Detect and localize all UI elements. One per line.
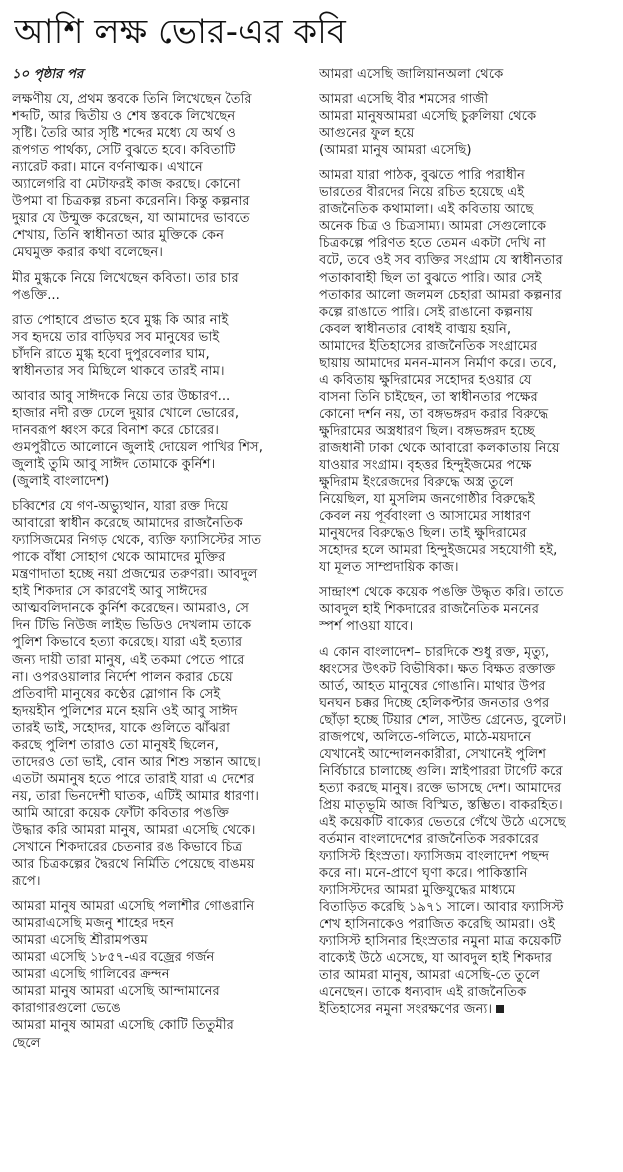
text-line: সেখানে শিকদারের চেতনার রঙ কিভাবে চিত্র [12, 840, 243, 856]
text-line: হৃদয়হীন পুলিশের মনে হয়নি ওই আবু সাঈদ [12, 703, 238, 719]
text-line: গুমপুরীতে আলোনে জুলাই দোয়েল পাখির শিস, [12, 439, 263, 455]
left-column [12, 66, 312, 1166]
text-line: আর্ত, আহত মানুষের গোঙানি। মাথার উপর [319, 678, 546, 694]
text-line: আবার আবু সাঈদকে নিয়ে তার উচ্চারণ... [12, 388, 231, 404]
text-line: ফ্যাসিস্ট হাসিনার হিংস্রতার নমুনা মাত্র কয়েকটি [319, 934, 562, 950]
text-line: যেখানেই আন্দোলনকারীরা, সেখানেই পুলিশ [319, 746, 547, 762]
verse-line: আগুনের ফুল হয়ে [319, 126, 415, 142]
text-line: সান্দ্রাংশ থেকে কয়েক পঙক্তি উদ্ধৃত করি। তাতে [319, 585, 564, 601]
text-line: পাকে বাঁধা সোহাগ থেকে আমাদের মুক্তির [12, 550, 226, 566]
text-line: পুলিশ কিভাবে হত্যা করেছে। যারা এই হত্যার [12, 635, 243, 651]
text-line: নয়, তারা ভিনদেশী ঘাতক, এটিই আমার ধারণা। [12, 788, 259, 804]
text-line: নিয়েছিল, যা মুসলিম জনগোষ্ঠীর বিরুদ্ধেই [319, 492, 535, 508]
text-line: উদ্ধার করি আমরা মানুষ, আমরা এসেছি থেকে। [12, 822, 256, 838]
text-line: শেখায়, তিনি স্বাধীনতা আর মুক্তিকে কেন [12, 228, 224, 244]
headline: আশি লক্ষ ভোর-এর কবি [14, 12, 346, 52]
text-line: অনেক চিত্র ও চিত্রসাম্য। আমরা সেগুলোকে [319, 219, 547, 235]
text-line: আর চিত্রকল্পের দ্বৈরথে নির্মিতি পেয়েছে বাঙময় [12, 857, 255, 873]
continuation-label: ১০ পৃষ্ঠার পর [12, 67, 84, 82]
text-line: বাক্যেই উঠে এসেছে, যা আবদুল হাই শিকদার [319, 951, 552, 967]
text-line: আত্মবলিদানকে কুর্নিশ করেছেন। আমরাও, সে [12, 601, 250, 617]
text-line: ছায়ায় আমাদের মনন-মানস নির্মাণ করে। তবে, [319, 355, 557, 371]
text-line: চিত্রকল্পে পরিণত হতে তেমন একটা দেখি না [319, 236, 546, 252]
verse-line: আমরা মানুষ আমরা এসেছি আন্দামানের [12, 984, 220, 1000]
text-line: চব্বিশের যে গণ-অভ্যুত্থান, যারা রক্ত দিয়ে [12, 499, 229, 515]
end-of-article-mark [496, 1005, 504, 1013]
text-line: বাসনা তিনি চাইছেন, তা স্বাধীনতার পক্ষের [319, 389, 538, 405]
verse-line: আমরাএসেছি মজনু শাহের দহন [12, 916, 174, 932]
text-line: তারই ভাই, সহোদর, যাকে গুলিতে ঝাঁঝরা [12, 720, 230, 736]
verse-line: (আমরা মানুষ আমরা এসেছি) [319, 143, 472, 159]
text-line: এ কবিতায় ক্ষুদিরামের সহোদর হওয়ার যে [319, 372, 532, 388]
text-line: রাজপথে, অলিতে-গলিতে, মাঠে-ময়দানে [319, 729, 532, 745]
text-line: সহোদর হলে আমরা হিন্দুইজমের সহযোগী হই, [319, 543, 558, 559]
verse-line: চাঁদনি রাতে মুগ্ধ হবো দুপুরবেলার ঘাম, [12, 346, 210, 362]
right-column [319, 66, 619, 1166]
text-line: (জুলাই বাংলাদেশ) [12, 474, 110, 490]
paragraph [12, 388, 312, 490]
text-line: আমি আরো কয়েক ফোঁটা কবিতার পঙক্তি [12, 805, 230, 821]
paragraph [319, 167, 619, 576]
text-line: তাদেরও তো ভাই, বোন আর শিশু সন্তান আছে। [12, 754, 261, 770]
text-line: আবদুল হাই শিকদারের রাজনৈতিক মননের [319, 602, 540, 618]
text-line: দিন টিভি নিউজ লাইভ ভিডিও দেখলাম তাকে [12, 618, 252, 634]
text-line: উপমা বা চিত্রকল্প রচনা করেননি। কিন্তু কল্পনার [12, 194, 250, 210]
text-line: মন্ত্রণাদাতা হচ্ছে নয়া প্রজন্মের তরুণরা। আবদুল [12, 567, 258, 583]
text-line: আমরা যারা পাঠক, বুঝতে পারি পরাধীন [319, 168, 525, 184]
text-line: পতাকাবাহী ছিল তা বুঝতে পারি। আর সেই [319, 270, 542, 286]
paragraph-gap [12, 83, 312, 91]
text-line: মেঘমুক্ত করার কথা বলেছেন। [12, 245, 164, 261]
text-line: কোনো দর্শন নয়, তা বঙ্গভঙ্গরদ করার বিরুদ্ধে [319, 406, 549, 422]
text-line: না। ওপরওয়ালার নির্দেশ পালন করার চেয়ে [12, 669, 233, 685]
paragraph-gap [12, 490, 312, 498]
text-line: রাজধানী ঢাকা থেকে আবারো কলকাতায় নিয়ে [319, 440, 560, 456]
paragraph-gap [319, 636, 619, 644]
text-line: ভারতের বীরদের নিয়ে রচিত হয়েছে এই [319, 185, 525, 201]
paragraph [12, 270, 312, 304]
text-line: শব্দটি, আর দ্বিতীয় ও শেষ স্তবকে লিখেছেন [12, 109, 236, 125]
verse-line: ছেলে [12, 1035, 41, 1051]
text-line: সৃষ্টি। তৈরি আর সৃষ্টি শব্দের মধ্যে যে অর্থ ও [12, 126, 236, 142]
paragraph [319, 644, 619, 1019]
paragraph-gap [319, 83, 619, 91]
text-line: পঙক্তি... [12, 287, 60, 303]
verse-line: আমরা এসেছি গালিবের ক্রন্দন [12, 967, 170, 983]
verse-block [12, 312, 312, 380]
text-line: কেবল নয় পূর্ববাংলা ও আসামের সাধারণ [319, 509, 531, 525]
text-line: কেবল স্বাধীনতার বোধই বাঙ্ময় হয়নি, [319, 321, 512, 337]
text-line: এতটা অমানুষ হতে পারে তারাই যারা এ দেশের [12, 771, 255, 787]
text-line: রূপে। [12, 874, 41, 890]
paragraph-gap [12, 380, 312, 388]
text-line: পতাকার আলো জলমল চেহারা আমরা কল্পনার [319, 287, 562, 303]
text-line: মীর মুগ্ধকে নিয়ে লিখেছেন কবিতা। তার চার [12, 270, 239, 286]
paragraph-gap [12, 304, 312, 312]
text-line: ক্ষুদিরাম ইংরেজদের বিরুদ্ধে অস্ত্র তুলে [319, 475, 514, 491]
text-line: যাওয়ার সংগ্রাম। বৃহত্তর হিন্দুইজমের পক্ষে [319, 458, 532, 474]
paragraph [12, 498, 312, 890]
text-line: লক্ষণীয় যে, প্রথম স্তবকে তিনি লিখেছেন তৈরি [12, 92, 252, 108]
verse-line: কারাগারগুলো ভেঙে [12, 1001, 121, 1017]
text-line: ন্যারেট করা। মানে বর্ণনাত্মক। এখানে [12, 160, 203, 176]
paragraph-gap [12, 890, 312, 898]
verse-line: আমরা মানুষ আমরা এসেছি কোটি তিতুমীর [12, 1018, 234, 1034]
verse-block [319, 91, 619, 159]
text-line: হাই শিকদার সে কারণেই আবু সাঈদের [12, 584, 208, 600]
text-line: কল্পে রাঙাতে পারি। সেই রাঙানো কল্পনায় [319, 304, 533, 320]
text-line: করে না। মনে-প্রাণে ঘৃণা করে। পাকিস্তানি [319, 866, 528, 882]
text-line: মানুষদের বিরুদ্ধেও ছিল। তাই ক্ষুদিরামের [319, 526, 527, 542]
text-line: আমাদের ইতিহাসের রাজনৈতিক সংগ্রামের [319, 338, 538, 354]
text-line: জন্য দায়ী তারা মানুষ, এই তকমা পেতে পারে [12, 652, 245, 668]
text-line: ক্ষুদিরামের অস্ত্রধারণ ছিল। বঙ্গভঙ্গরদ হচ্ছে [319, 423, 535, 439]
text-line: এনেছেন। তাকে ধন্যবাদ এই রাজনৈতিক [319, 985, 527, 1001]
text-line: আবারো স্বাধীন করেছে আমাদের রাজনৈতিক [12, 516, 243, 532]
verse-line: সব হৃদয়ে তার বাড়িঘর সব মানুষের ভাই [12, 329, 220, 345]
text-line: স্পর্শ পাওয়া যাবে। [319, 619, 414, 635]
verse-line: রাত পোহাবে প্রভাত হবে মুগ্ধ কি আর নাই [12, 312, 229, 328]
paragraph [12, 91, 312, 261]
text-line: যা মূলত সাম্প্রদায়িক কাজ। [319, 560, 459, 576]
paragraph [319, 584, 619, 635]
text-line: তার আমরা মানুষ, আমরা এসেছি-তে তুলে [319, 968, 540, 984]
text-line: রূপগত পার্থক্য, সেটি বুঝতে হবে। কবিতাটি [12, 143, 236, 159]
verse-line: আমরা মানুষ আমরা এসেছি পলাশীর গোঙরানি [12, 899, 255, 915]
verse-block [319, 66, 619, 83]
verse-block [12, 898, 312, 1051]
text-line: জুলাই তুমি আবু সাঈদ তোমাকে কুর্নিশ। [12, 456, 216, 472]
text-line: রাজনৈতিক কথামালা। এই কবিতায় আছে [319, 202, 534, 218]
text-line: করছে পুলিশ তারাও তো মানুষই ছিলেন, [12, 737, 219, 753]
text-line: ধ্বংসের উৎকট বিভীষিকা। ক্ষত বিক্ষত রক্তাক্ত [319, 661, 556, 677]
verse-line: স্বাধীনতার সব মিছিলে থাকবে তারই নাম। [12, 363, 225, 379]
verse-line: আমরা এসেছি বীর শমসের গাজী [319, 92, 489, 108]
text-line: ইতিহাসের নমুনা সংরক্ষণের জন্য। [319, 1001, 619, 1018]
text-line: এ কোন বাংলাদেশ– চারদিকে শুধু রক্ত, মৃত্যু, [319, 644, 550, 660]
text-line: অ্যালেগরি বা মেটাফরই কাজ করছে। কোনো [12, 177, 241, 193]
verse-line: আমরা মানুষআমরা এসেছি চুরুলিয়া থেকে [319, 109, 537, 125]
paragraph-gap [319, 576, 619, 584]
text-line: শেখ হাসিনাকেও পরাজিত করেছি আমরা। ওই [319, 917, 556, 933]
text-line: প্রতিবাদী মানুষের কণ্ঠের স্লোগান কি সেই [12, 686, 221, 702]
text-line: দানবরূপ ধ্বংস করে বিনাশ করে চোরের। [12, 422, 219, 438]
text-line: প্রিয় মাতৃভূমি আজ বিস্মিত, স্তম্ভিত। বাকরহিত। [319, 797, 563, 813]
verse-line: আমরা এসেছি ১৮৫৭-এর বজ্রের গর্জন [12, 950, 215, 966]
text-line: এই কয়েকটি বাক্যের ভেতরে গেঁথে উঠে এসেছে [319, 814, 566, 830]
text-line: বটে, তবে ওই সব ব্যক্তির সংগ্রাম যে স্বাধীনতার [319, 253, 563, 269]
paragraph-gap [12, 262, 312, 270]
text-line: ফ্যাসিজমের নিগড় থেকে, ব্যক্তি ফ্যাসিস্টের সাত [12, 533, 262, 549]
verse-line: আমরা এসেছি জালিয়ানঅলা থেকে [319, 67, 504, 82]
paragraph-gap [319, 159, 619, 167]
text-line: হাজার নদী রক্ত ঢেলে দুয়ার খোলে ভোরের, [12, 405, 240, 421]
text-line: বর্তমান বাংলাদেশের রাজনৈতিক সরকারের [319, 832, 539, 848]
text-line: বিতাড়িত করেছি ১৯৭১ সালে। আবার ফ্যাসিস্ট [319, 900, 564, 916]
text-line: হত্যা করছে মানুষ। রক্তে ভাসছে দেশ। আমাদের [319, 780, 562, 796]
text-line: ঘনঘন চক্কর দিচ্ছে হেলিকপ্টার জনতার ওপর [319, 695, 550, 711]
text-line: দুয়ার যে উন্মুক্ত করেছেন, যা আমাদের ভাবতে [12, 211, 250, 227]
text-line: ছোঁড়া হচ্ছে টিয়ার শেল, সাউন্ড গ্রেনেড, বুলেট। [319, 712, 567, 728]
text-line: নির্বিচারে চালাচ্ছে গুলি। স্নাইপাররা টার্গেট করে [319, 763, 563, 779]
verse-line: আমরা এসেছি শ্রীরামপত্তম [12, 933, 148, 949]
text-line: ফ্যাসিস্টদের আমরা মুক্তিযুদ্ধের মাধ্যমে [319, 883, 516, 899]
text-line: ফ্যাসিস্ট হিংস্রতা। ফ্যাসিজম বাংলাদেশ পছন্দ [319, 849, 550, 865]
